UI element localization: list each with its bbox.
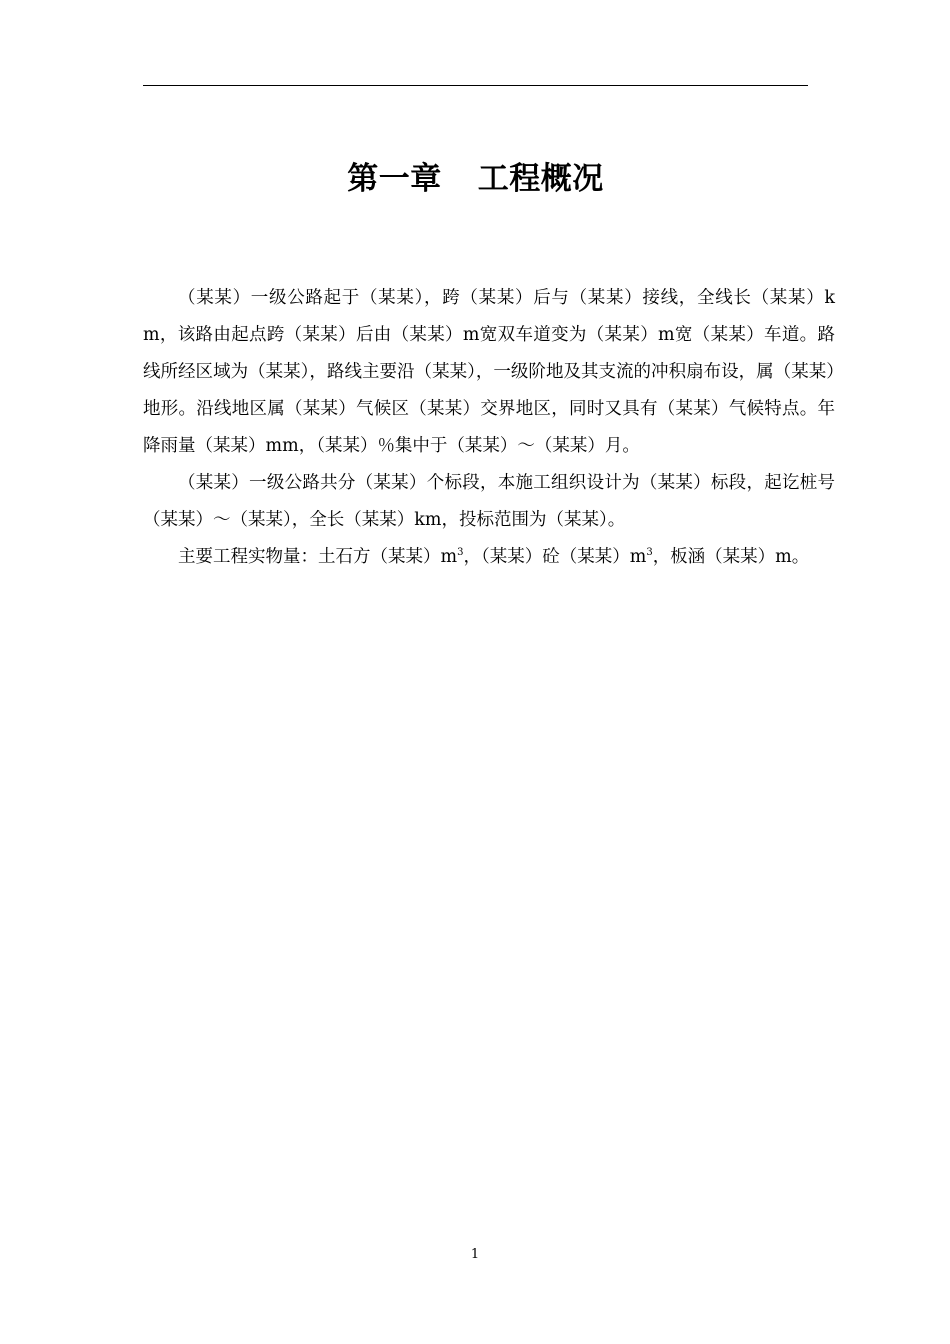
chapter-label: 第一章	[347, 161, 442, 197]
body-text	[143, 280, 835, 576]
paragraph-quantities	[143, 539, 835, 576]
chapter-title: 工程概况	[477, 161, 604, 197]
paragraph-overview: （某某）一级公路起于（某某），跨（某某）后与（某某）接线，全线长（某某）km，该路由起点跨（某某）后由（某某）m宽双车道变为（某某）m宽（某某）车道。路线所经区域为（某某），路线主要沿（某某），一级阶地及其支流的冲积扇布设，属（某某）地形。沿线地区属（某某）气候区（某某）交界地区，同时又具有（某某）气候特点。年降雨量（某某）mm，（某某）％集中于（某某）～（某某）月。	[143, 288, 835, 456]
chapter-heading	[143, 152, 808, 206]
paragraph-sections: （某某）一级公路共分（某某）个标段，本施工组织设计为（某某）标段，起讫桩号（某某）～（某某），全长（某某）km，投标范围为（某某）。	[143, 473, 835, 530]
quantities-part-1: 主要工程实物量：土石方（某某）m	[178, 547, 458, 567]
quantities-part-2: ，（某某）砼（某某）m	[463, 547, 647, 567]
cubic-superscript-2: 3	[646, 547, 653, 559]
page-number: 1	[470, 1247, 480, 1262]
header-rule	[143, 85, 808, 86]
cubic-superscript-1: 3	[457, 547, 464, 559]
quantities-part-3: ，板涵（某某）m。	[652, 547, 810, 567]
